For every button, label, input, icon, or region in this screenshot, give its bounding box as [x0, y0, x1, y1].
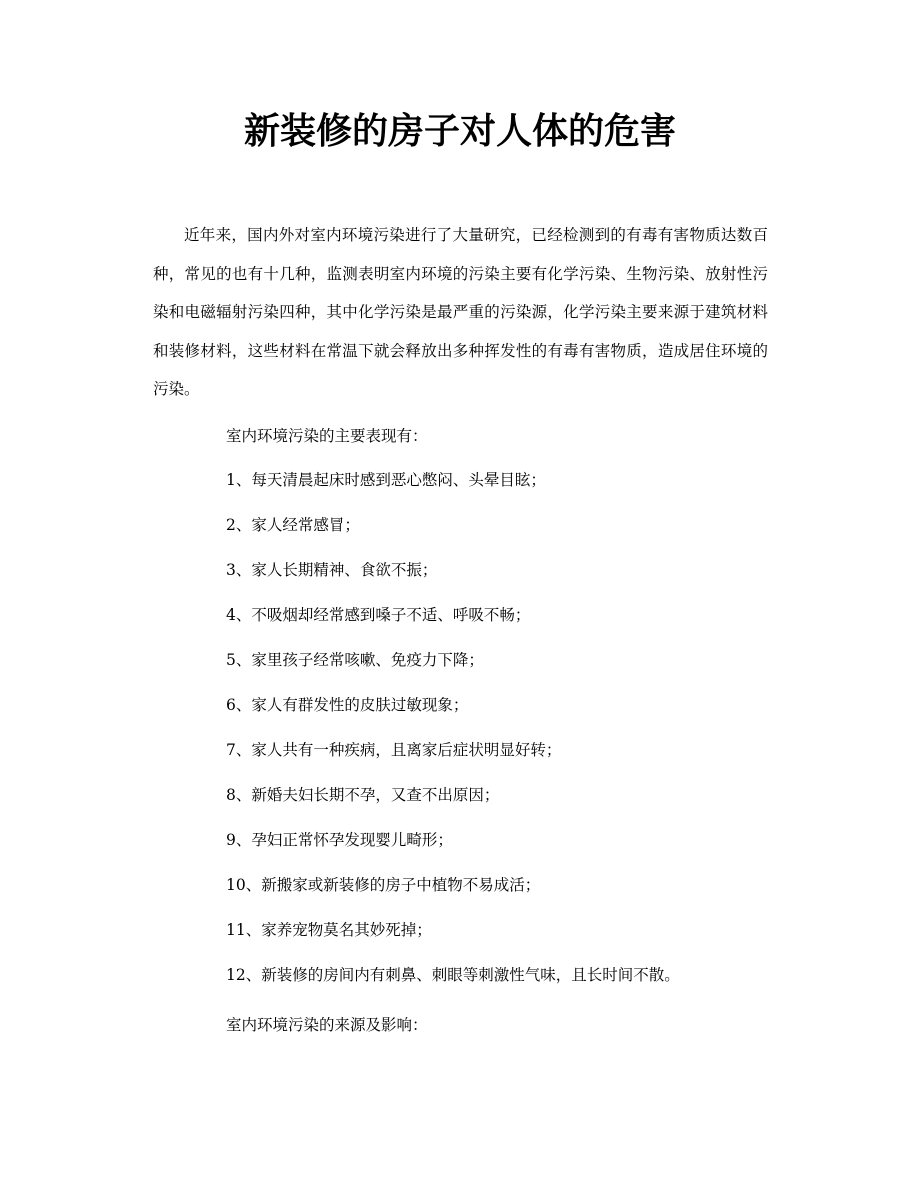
symptom-item: 10、新搬家或新装修的房子中植物不易成活；: [226, 876, 541, 894]
symptom-item: 5、家里孩子经常咳嗽、免疫力下降；: [226, 651, 484, 669]
intro-paragraph: 近年来，国内外对室内环境污染进行了大量研究，已经检测到的有毒有害物质达数百种，常见的也有十几种，监测表明室内环境的污染主要有化学污染、生物污染、放射性污染和电磁辐射污染四种，其中化学污染是最严重的污染源，化学污染主要来源于建筑材料和装修材料，这些材料在常温下就会释放出多种挥发性的有毒有害物质，造成居住环境的污染。: [153, 226, 768, 399]
symptoms-heading: 室内环境污染的主要表现有：: [226, 427, 428, 445]
symptom-item: 4、不吸烟却经常感到嗓子不适、呼吸不畅；: [226, 606, 531, 624]
symptom-item: 6、家人有群发性的皮肤过敏现象；: [226, 696, 469, 714]
document-title: 新装修的房子对人体的危害: [243, 110, 676, 152]
symptom-item: 2、家人经常感冒；: [226, 516, 360, 534]
symptom-item: 8、新婚夫妇长期不孕，又查不出原因；: [226, 786, 500, 804]
symptom-item: 1、每天清晨起床时感到恶心憋闷、头晕目眩；: [226, 471, 546, 489]
symptom-item: 12、新装修的房间内有刺鼻、刺眼等刺激性气味，且长时间不散。: [226, 966, 680, 984]
symptom-item: 7、家人共有一种疾病，且离家后症状明显好转；: [226, 741, 562, 759]
symptom-item: 3、家人长期精神、食欲不振；: [226, 561, 438, 579]
symptom-item: 9、孕妇正常怀孕发现婴儿畸形；: [226, 831, 453, 849]
symptom-item: 11、家养宠物莫名其妙死掉；: [226, 921, 432, 939]
sources-heading: 室内环境污染的来源及影响：: [226, 1016, 428, 1034]
